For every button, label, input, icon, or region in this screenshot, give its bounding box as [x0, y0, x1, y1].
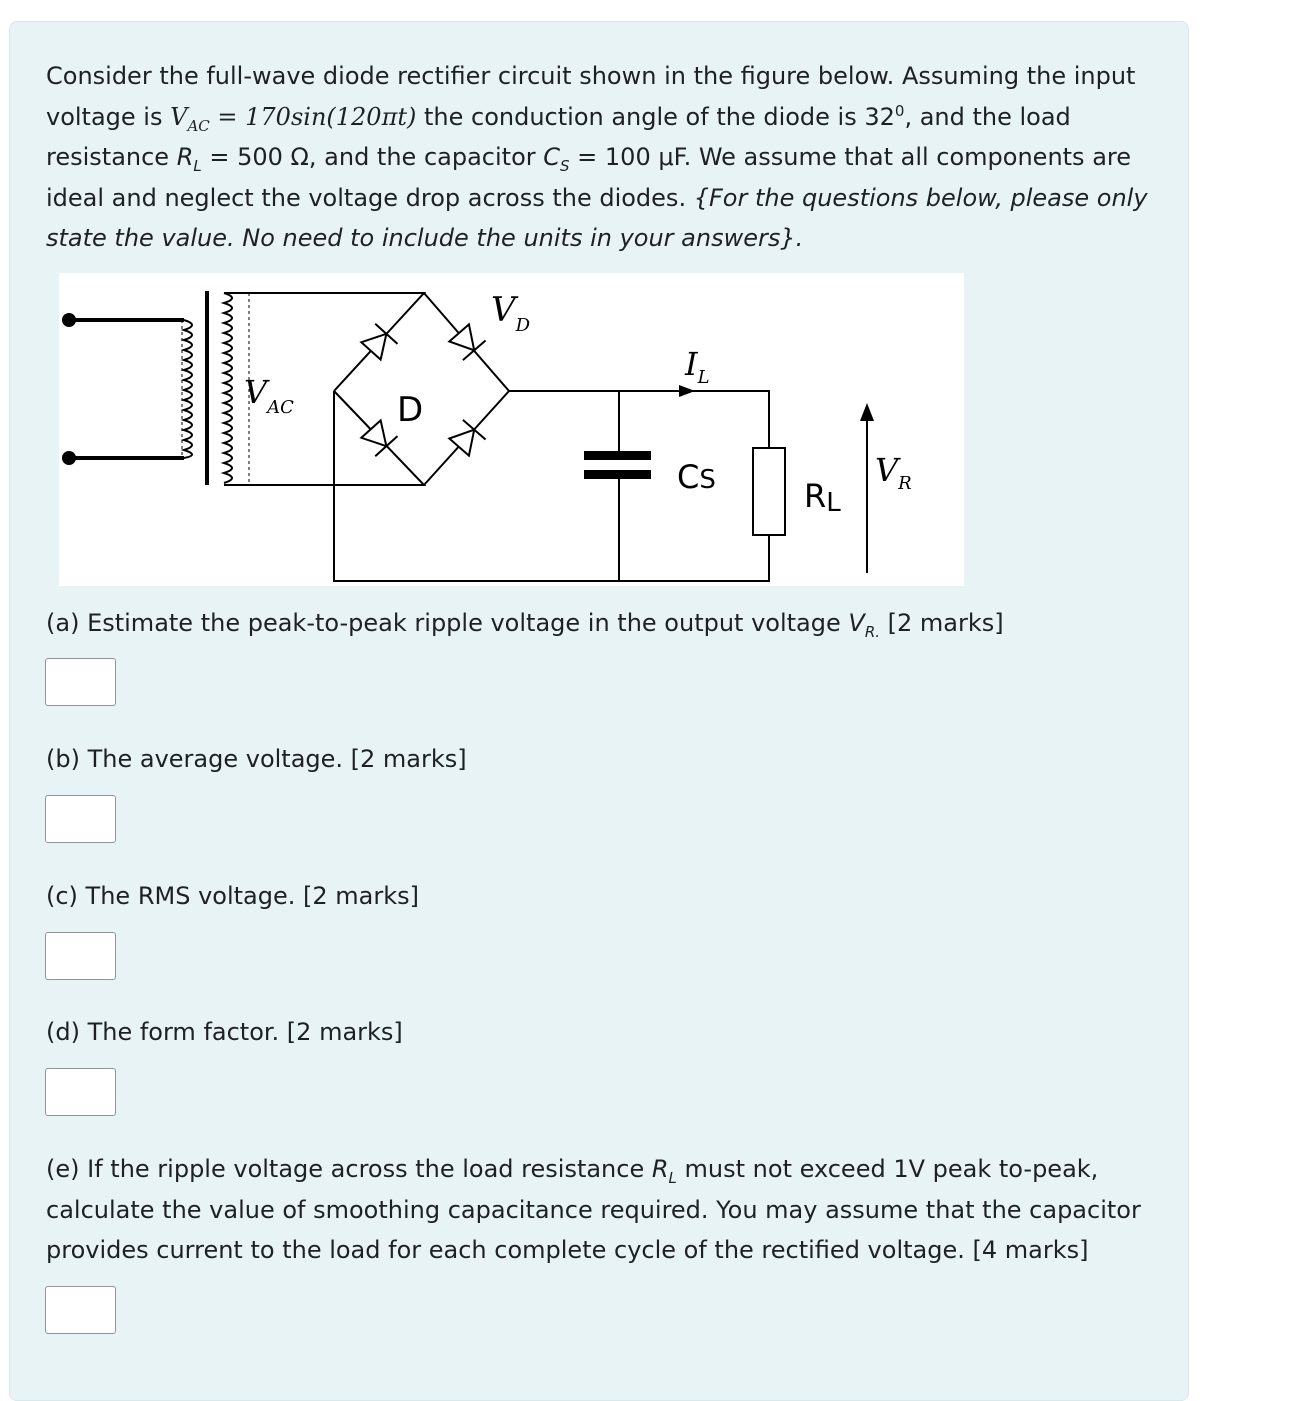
- vac-symbol: $V_{AC}$: [170, 102, 210, 135]
- vr-symbol: $V_{R.}$: [848, 609, 881, 641]
- answer-box-d[interactable]: [45, 1068, 116, 1116]
- vac-label: $V_{AC}$: [244, 373, 294, 418]
- vr-arrow: [860, 403, 874, 421]
- input-terminal-bottom: [62, 451, 76, 465]
- load-resistor: [753, 448, 785, 535]
- cs-symbol: $C_S$: [543, 143, 570, 175]
- cs-label: CS: [677, 458, 716, 496]
- primary-coil: [184, 320, 192, 458]
- question-d: (d) The form factor. [2 marks]: [46, 1018, 403, 1046]
- answer-input-b[interactable]: [46, 796, 115, 842]
- answer-input-a[interactable]: [46, 659, 115, 705]
- rl-label: RL: [804, 477, 841, 518]
- question-b: (b) The average voltage. [2 marks]: [46, 745, 467, 773]
- il-label: $I_L$: [685, 345, 710, 388]
- answer-box-c[interactable]: [45, 932, 116, 980]
- answer-box-e[interactable]: [45, 1286, 116, 1334]
- vac-expression: 170sin(120πt): [245, 102, 417, 131]
- secondary-coil: [224, 293, 232, 483]
- question-e: (e) If the ripple voltage across the load resistance $R_L$ must not exceed 1V peak to-peak, calculate the value of smoothing capacitance required. You may assume that the capacitor provides current to the load for each complete cycle of the rectified voltage. [4 marks]: [46, 1155, 1141, 1264]
- answer-box-b[interactable]: [45, 795, 116, 843]
- rl-symbol-e: $R_L$: [651, 1155, 677, 1187]
- question-c: (c) The RMS voltage. [2 marks]: [46, 882, 419, 910]
- answer-input-e[interactable]: [46, 1287, 115, 1333]
- input-terminal-top: [62, 313, 76, 327]
- question-a: (a) Estimate the peak-to-peak ripple voltage in the output voltage $V_{R.}$ [2 marks]: [46, 609, 1004, 641]
- answer-box-a[interactable]: [45, 658, 116, 706]
- answer-input-c[interactable]: [46, 933, 115, 979]
- current-arrow: [679, 385, 695, 397]
- diode-top-right: [448, 323, 486, 360]
- vr-label: $V_R$: [875, 451, 912, 494]
- vd-label: $V_D$: [491, 290, 530, 336]
- bridge-label: D: [397, 390, 424, 430]
- capacitor-plate-bottom: [584, 470, 651, 479]
- rl-symbol: $R_L$: [176, 143, 202, 175]
- circuit-diagram: [59, 273, 964, 586]
- rectifier-circuit-figure: [59, 273, 964, 586]
- capacitor-plate-top: [584, 451, 651, 460]
- answer-input-d[interactable]: [46, 1069, 115, 1115]
- instructions-note: {For the questions below, please only state the value. No need to include the units in your answers}.: [46, 183, 1148, 252]
- question-intro: Consider the full-wave diode rectifier circuit shown in the figure below. Assuming the input voltage is $V_{AC} = 170\sin(120\pi t)$ the conduction angle of the diode is $32^0$, and the load resistance $R_L = 500$ Ω, and the capacitor $C_S = 100$ μF. We assume that all components are ideal and neglect the voltage drop across the diodes. {For the questions below, please only state the value. No need to include the units in your answers}.: [46, 62, 1148, 252]
